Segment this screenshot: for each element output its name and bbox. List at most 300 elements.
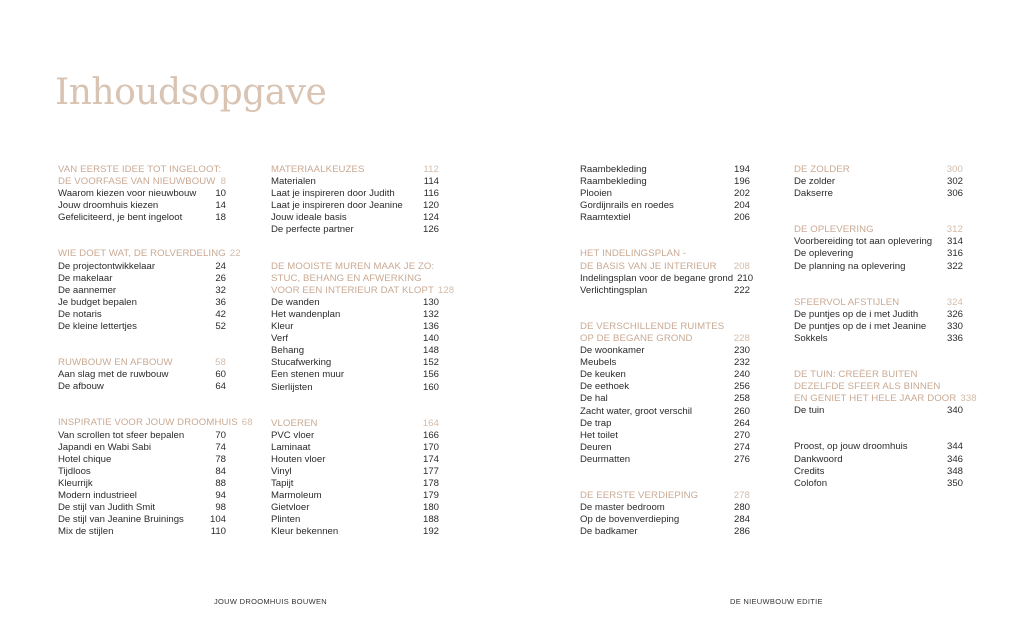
toc-entry-page: 192	[422, 526, 439, 538]
toc-entry-page: 178	[422, 478, 439, 490]
toc-entry	[794, 405, 963, 417]
toc-section-heading	[794, 224, 963, 236]
toc-section	[58, 357, 226, 393]
toc-entry-page: 166	[422, 429, 439, 441]
toc-entry-label: Materialen	[271, 176, 316, 188]
toc-section-heading	[58, 248, 241, 260]
toc-entry-label: Credits	[794, 465, 825, 477]
section-page-number: 312	[946, 224, 963, 236]
section-heading-text: DE ZOLDER	[794, 164, 850, 175]
toc-entry-label: De stijl van Judith Smit	[58, 502, 156, 514]
toc-entry-label: Hotel chique	[58, 453, 112, 465]
toc-entry-page: 32	[215, 284, 226, 296]
toc-entry-label: Van scrollen tot sfeer bepalen	[58, 429, 185, 441]
toc-entry-page: 26	[215, 272, 226, 284]
toc-entry	[580, 345, 750, 357]
toc-entry-label: Deurmatten	[580, 453, 631, 465]
toc-entry-label: De trap	[580, 417, 612, 429]
section-page-number: 338	[960, 393, 977, 405]
section-heading-text: RUWBOUW EN AFBOUW	[58, 357, 173, 369]
toc-entry-label: Japandi en Wabi Sabi	[58, 441, 151, 453]
toc-section-heading	[794, 381, 963, 393]
toc-entry-label: Dakserre	[794, 188, 833, 200]
toc-entry-label: Sokkels	[794, 332, 828, 344]
toc-entry	[58, 261, 226, 273]
toc-entry-page: 330	[946, 320, 963, 332]
section-page-number: 228	[733, 332, 750, 344]
toc-entry	[794, 478, 963, 490]
toc-entry	[580, 406, 750, 418]
toc-entry-page: 222	[733, 284, 750, 296]
toc-entry-page: 132	[422, 308, 439, 320]
toc-entry-page: 256	[733, 381, 750, 393]
toc-entry-page: 240	[733, 369, 750, 381]
toc-section-heading	[271, 273, 439, 285]
toc-entry-page: 130	[422, 296, 439, 308]
toc-column	[794, 164, 977, 514]
toc-entry-page: 140	[422, 333, 439, 345]
toc-column	[58, 164, 253, 562]
toc-entry-page: 174	[422, 453, 439, 465]
toc-entry-page: 314	[946, 236, 963, 248]
toc-entry	[580, 381, 750, 393]
toc-entry-page: 42	[215, 308, 226, 320]
toc-section-heading	[580, 333, 750, 345]
toc-entry-page: 316	[946, 248, 963, 260]
toc-entry-label: De oplevering	[794, 248, 854, 260]
section-page-number: 278	[733, 489, 750, 501]
toc-entry	[58, 273, 226, 285]
section-page-number: 208	[733, 260, 750, 272]
toc-section-heading	[580, 490, 750, 502]
toc-section	[580, 321, 750, 466]
toc-section	[58, 248, 241, 333]
toc-entry-label: Marmoleum	[271, 490, 322, 502]
toc-entry-label: Kleur	[271, 321, 294, 333]
toc-entry	[580, 393, 750, 405]
toc-entry	[271, 454, 439, 466]
toc-entry-page: 156	[422, 369, 439, 381]
toc-entry	[58, 478, 226, 490]
section-heading-text: DE TUIN: CREËER BUITEN	[794, 369, 918, 381]
toc-entry	[794, 248, 963, 260]
toc-entry-page: 210	[737, 272, 754, 284]
toc-entry	[580, 514, 750, 526]
toc-entry-label: Houten vloer	[271, 453, 326, 465]
toc-entry-page: 84	[215, 465, 226, 477]
toc-section	[794, 224, 963, 272]
toc-section	[580, 248, 754, 296]
toc-entry-page: 124	[422, 212, 439, 224]
section-heading-text: DEZELFDE SFEER ALS BINNEN	[794, 381, 941, 393]
footer-right: DE NIEUWBOUW EDITIE	[730, 597, 823, 606]
toc-section	[794, 441, 963, 489]
toc-entry-label: Mix de stijlen	[58, 526, 114, 538]
toc-entry-label: Indelingsplan voor de begane grond	[580, 272, 734, 284]
toc-entry-label: De kleine lettertjes	[58, 321, 137, 333]
toc-section	[271, 164, 439, 237]
toc-entry	[580, 502, 750, 514]
toc-entry-label: Modern industrieel	[58, 489, 137, 501]
toc-entry-label: Een stenen muur	[271, 369, 345, 381]
toc-entry	[271, 345, 439, 357]
toc-entry-label: Raamtextiel	[580, 212, 631, 224]
toc-entry-page: 60	[215, 369, 226, 381]
toc-entry-page: 148	[422, 345, 439, 357]
toc-entry-label: Plooien	[580, 188, 613, 200]
toc-entry-label: Verlichtingsplan	[580, 284, 648, 296]
toc-entry	[271, 188, 439, 200]
section-page-number: 300	[946, 164, 963, 175]
toc-entry	[271, 297, 439, 309]
toc-section	[794, 369, 977, 417]
section-page-number: 128	[437, 284, 455, 296]
toc-entry	[271, 333, 439, 345]
toc-entry-page: 36	[215, 296, 226, 308]
toc-entry-label: Plinten	[271, 514, 301, 526]
toc-entry-label: De afbouw	[58, 381, 104, 393]
toc-entry-label: Waarom kiezen voor nieuwbouw	[58, 188, 197, 200]
toc-entry-label: Laat je inspireren door Jeanine	[271, 200, 403, 212]
toc-entry	[271, 514, 439, 526]
toc-entry-label: Deuren	[580, 441, 612, 453]
toc-entry-label: De stijl van Jeanine Bruinings	[58, 514, 184, 526]
toc-entry	[58, 466, 226, 478]
toc-entry	[271, 176, 439, 188]
section-heading-text: EN GENIET HET HELE JAAR DOOR	[794, 393, 957, 405]
toc-entry-label: Tijdloos	[58, 465, 91, 477]
toc-section-heading	[58, 357, 226, 369]
toc-entry	[794, 176, 963, 188]
section-heading-text: SFEERVOL AFSTIJLEN	[794, 296, 900, 308]
section-heading-text: HET INDELINGSPLAN -	[580, 248, 687, 260]
toc-entry	[271, 382, 439, 394]
toc-entry	[58, 200, 226, 212]
toc-entry	[580, 442, 750, 454]
toc-entry-page: 258	[733, 393, 750, 405]
toc-entry-label: Dankwoord	[794, 453, 843, 465]
section-heading-text: VLOEREN	[271, 417, 318, 429]
toc-entry	[580, 188, 750, 200]
toc-entry-label: De puntjes op de i met Jeanine	[794, 320, 927, 332]
toc-entry-page: 204	[733, 200, 750, 212]
toc-entry-page: 270	[733, 429, 750, 441]
toc-entry-page: 232	[733, 357, 750, 369]
section-page-number: 112	[423, 164, 439, 175]
toc-entry-page: 10	[215, 188, 226, 200]
toc-entry-label: Tapijt	[271, 478, 294, 490]
toc-entry	[580, 164, 750, 176]
toc-entry-page: 98	[215, 502, 226, 514]
toc-entry-label: Kleur bekennen	[271, 526, 339, 538]
toc-entry	[271, 224, 439, 236]
toc-entry-page: 196	[733, 176, 750, 188]
toc-entry	[58, 442, 226, 454]
toc-entry-label: De projectontwikkelaar	[58, 260, 156, 272]
toc-entry-label: De woonkamer	[580, 345, 645, 357]
toc-entry-page: 280	[733, 502, 750, 514]
toc-entry-page: 152	[422, 357, 439, 369]
toc-entry-page: 348	[946, 465, 963, 477]
toc-entry	[580, 272, 754, 285]
toc-entry	[580, 369, 750, 381]
toc-entry-page: 160	[422, 381, 439, 393]
toc-entry-page: 14	[215, 200, 226, 212]
toc-section-heading	[794, 369, 963, 381]
toc-entry-page: 180	[422, 502, 439, 514]
toc-entry	[58, 381, 226, 393]
toc-section	[58, 164, 226, 224]
toc-entry-page: 24	[215, 260, 226, 272]
toc-section-heading	[271, 164, 439, 176]
toc-entry-label: Gietvloer	[271, 502, 310, 514]
toc-entry-page: 344	[946, 441, 963, 453]
toc-entry-label: De tuin	[794, 405, 825, 417]
toc-entry-page: 202	[733, 188, 750, 200]
section-heading-text: DE OPLEVERING	[794, 224, 874, 236]
section-heading-text: VAN EERSTE IDEE TOT INGELOOT:	[58, 164, 222, 175]
toc-entry-label: Jouw ideale basis	[271, 212, 347, 224]
toc-section	[794, 297, 963, 345]
toc-entry-label: Gefeliciteerd, je bent ingeloot	[58, 212, 183, 224]
toc-entry	[580, 454, 750, 466]
section-page-number: 324	[946, 296, 963, 308]
toc-entry-label: Vinyl	[271, 465, 292, 477]
toc-entry	[271, 357, 439, 369]
toc-entry	[580, 357, 750, 369]
toc-entry-label: Jouw droomhuis kiezen	[58, 200, 159, 212]
page-title: Inhoudsopgave	[55, 72, 327, 113]
toc-entry	[58, 188, 226, 200]
toc-entry-page: 274	[733, 441, 750, 453]
toc-entry	[580, 200, 750, 212]
toc-section-heading	[794, 164, 963, 176]
toc-entry-label: Verf	[271, 333, 289, 345]
toc-entry-page: 136	[422, 321, 439, 333]
section-page-number: 164	[422, 417, 439, 429]
toc-entry-label: Raambekleding	[580, 164, 647, 175]
toc-entry-label: De aannemer	[58, 284, 117, 296]
section-page-number: 22	[229, 248, 241, 260]
section-heading-text: OP DE BEGANE GROND	[580, 332, 693, 344]
toc-entry-label: Laat je inspireren door Judith	[271, 188, 395, 200]
toc-entry-label: Voorbereiding tot aan oplevering	[794, 236, 933, 248]
toc-entry-page: 177	[422, 465, 439, 477]
toc-section-heading	[580, 261, 750, 273]
toc-section	[271, 418, 439, 539]
toc-entry-page: 322	[946, 260, 963, 272]
toc-entry-page: 188	[422, 514, 439, 526]
toc-entry	[271, 526, 439, 538]
toc-section-heading	[271, 261, 439, 273]
toc-entry	[271, 502, 439, 514]
toc-entry	[794, 333, 963, 345]
toc-entry-page: 276	[733, 453, 750, 465]
toc-entry	[794, 188, 963, 200]
toc-section-heading	[271, 284, 455, 297]
toc-entry-page: 350	[946, 477, 963, 489]
footer-left: JOUW DROOMHUIS BOUWEN	[214, 597, 327, 606]
toc-entry	[580, 285, 750, 297]
toc-section	[794, 164, 963, 200]
toc-entry-label: De notaris	[58, 308, 102, 320]
toc-entry-label: De planning na oplevering	[794, 260, 906, 272]
toc-entry	[271, 490, 439, 502]
toc-entry	[794, 466, 963, 478]
toc-entry-label: Laminaat	[271, 441, 311, 453]
section-heading-text: MATERIAALKEUZES	[271, 164, 365, 175]
toc-column	[580, 164, 754, 562]
toc-entry-label: Het wandenplan	[271, 308, 341, 320]
toc-section	[580, 490, 750, 538]
toc-section-heading	[271, 418, 439, 430]
toc-entry-page: 120	[422, 200, 439, 212]
toc-section	[271, 260, 455, 394]
toc-entry	[58, 526, 226, 538]
toc-entry-label: De perfecte partner	[271, 224, 354, 236]
toc-entry	[794, 261, 963, 273]
toc-entry-label: Je budget bepalen	[58, 296, 137, 308]
toc-entry-page: 336	[946, 332, 963, 344]
toc-entry-page: 170	[422, 441, 439, 453]
toc-entry	[58, 502, 226, 514]
toc-entry-page: 70	[215, 429, 226, 441]
toc-entry-label: De zolder	[794, 176, 836, 188]
toc-entry	[58, 297, 226, 309]
toc-entry	[794, 236, 963, 248]
section-page-number: 58	[215, 357, 226, 369]
toc-entry	[794, 454, 963, 466]
toc-entry-label: Kleurrijk	[58, 477, 93, 489]
toc-entry-page: 18	[215, 212, 226, 224]
section-heading-text: DE BASIS VAN JE INTERIEUR	[580, 260, 717, 272]
toc-entry	[58, 309, 226, 321]
toc-entry	[271, 309, 439, 321]
toc-entry	[271, 212, 439, 224]
toc-entry-page: 74	[215, 441, 226, 453]
toc-entry	[794, 321, 963, 333]
section-heading-text: VOOR EEN INTERIEUR DAT KLOPT	[271, 284, 434, 296]
toc-entry-page: 194	[733, 164, 750, 175]
toc-entry	[271, 369, 439, 381]
toc-entry	[58, 369, 226, 381]
toc-entry-page: 340	[946, 405, 963, 417]
toc-entry-label: Aan slag met de ruwbouw	[58, 369, 169, 381]
toc-entry	[271, 430, 439, 442]
toc-entry-page: 64	[215, 381, 226, 393]
toc-entry-label: Proost, op jouw droomhuis	[794, 441, 908, 453]
toc-entry-page: 326	[946, 308, 963, 320]
toc-entry	[580, 526, 750, 538]
toc-entry	[58, 212, 226, 224]
section-heading-text: STUC, BEHANG EN AFWERKING	[271, 272, 422, 284]
toc-entry-page: 206	[733, 212, 750, 224]
toc-entry	[58, 430, 226, 442]
toc-entry-label: Raambekleding	[580, 176, 647, 188]
toc-entry	[58, 454, 226, 466]
toc-entry-page: 116	[423, 188, 439, 200]
toc-entry-page: 104	[209, 514, 226, 526]
toc-section-heading	[580, 321, 750, 333]
toc-section-heading	[794, 297, 963, 309]
toc-entry-page: 88	[215, 477, 226, 489]
toc-entry-label: Gordijnrails en roedes	[580, 200, 674, 212]
toc-entry-label: De puntjes op de i met Judith	[794, 308, 919, 320]
toc-entry-page: 179	[422, 490, 439, 502]
toc-section-heading	[794, 393, 977, 405]
toc-entry-page: 126	[422, 224, 439, 236]
toc-section	[580, 164, 750, 224]
toc-entry-label: Op de bovenverdieping	[580, 514, 680, 526]
toc-entry-label: De wanden	[271, 296, 320, 308]
toc-entry-page: 52	[215, 321, 226, 333]
section-heading-text: INSPIRATIE VOOR JOUW DROOMHUIS	[58, 417, 238, 429]
toc-entry-label: De eethoek	[580, 381, 630, 393]
toc-entry-label: Behang	[271, 345, 305, 357]
toc-entry-label: De hal	[580, 393, 608, 405]
toc-entry-page: 306	[946, 188, 963, 200]
toc-entry-page: 260	[733, 405, 750, 417]
toc-entry	[580, 430, 750, 442]
toc-entry-label: De master bedroom	[580, 502, 665, 514]
toc-entry	[271, 442, 439, 454]
toc-entry	[58, 514, 226, 526]
toc-entry	[58, 285, 226, 297]
section-heading-text: DE MOOISTE MUREN MAAK JE ZO:	[271, 260, 435, 272]
toc-section-heading	[58, 176, 226, 188]
toc-entry-label: De makelaar	[58, 272, 113, 284]
toc-section-heading	[58, 164, 226, 176]
toc-entry	[580, 212, 750, 224]
toc-entry	[271, 321, 439, 333]
toc-entry-page: 264	[733, 417, 750, 429]
toc-entry-page: 230	[733, 345, 750, 357]
toc-entry-page: 78	[215, 453, 226, 465]
toc-section-heading	[58, 417, 253, 429]
section-page-number: 68	[241, 417, 253, 429]
toc-entry-label: Colofon	[794, 477, 828, 489]
section-page-number: 8	[220, 176, 226, 188]
toc-entry-page: 284	[733, 514, 750, 526]
toc-entry-label: De keuken	[580, 369, 626, 381]
toc-entry	[271, 200, 439, 212]
toc-entry-label: PVC vloer	[271, 429, 315, 441]
toc-entry-page: 114	[423, 176, 439, 188]
section-heading-text: WIE DOET WAT, DE ROLVERDELING	[58, 248, 226, 260]
toc-entry	[794, 441, 963, 453]
toc-column	[271, 164, 455, 563]
toc-entry	[794, 309, 963, 321]
toc-entry-label: Sierlijsten	[271, 381, 313, 393]
toc-entry-label: De badkamer	[580, 526, 638, 538]
toc-entry-page: 94	[215, 489, 226, 501]
toc-entry-page: 286	[733, 526, 750, 538]
toc-entry	[271, 466, 439, 478]
toc-entry-page: 302	[946, 176, 963, 188]
toc-entry	[580, 418, 750, 430]
toc-section	[58, 417, 253, 538]
toc-section-heading	[580, 248, 750, 260]
toc-entry	[58, 321, 226, 333]
toc-entry-label: Het toilet	[580, 429, 618, 441]
toc-entry	[580, 176, 750, 188]
toc-entry-page: 110	[210, 526, 226, 538]
toc-entry-label: Zacht water, groot verschil	[580, 405, 692, 417]
toc-entry-label: Meubels	[580, 357, 617, 369]
toc-entry-page: 346	[946, 453, 963, 465]
toc-entry-label: Stucafwerking	[271, 357, 332, 369]
section-heading-text: DE EERSTE VERDIEPING	[580, 489, 699, 501]
